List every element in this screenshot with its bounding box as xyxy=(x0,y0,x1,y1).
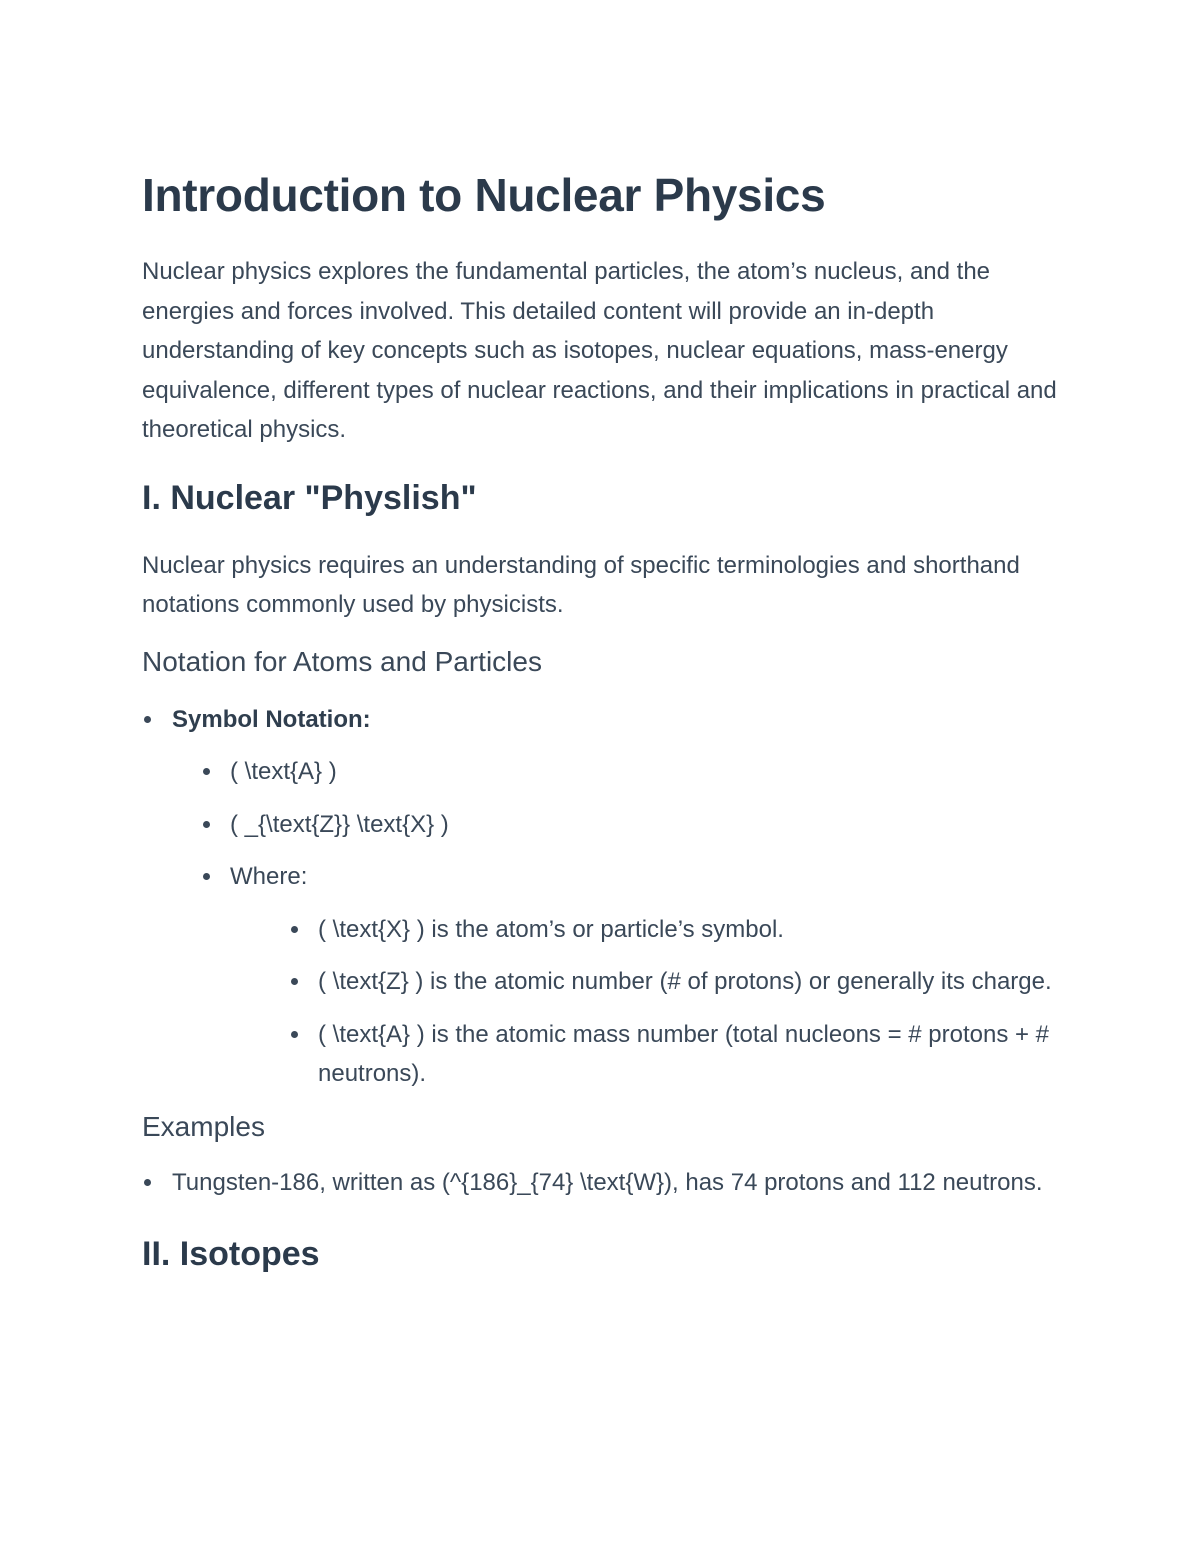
definition-text: ( \text{A} ) is the atomic mass number (total nucleons = # protons + # neutrons). xyxy=(318,1020,1050,1087)
examples-list xyxy=(142,1163,1062,1203)
list-item-definition-a xyxy=(230,1015,1062,1094)
list-item-example-tungsten xyxy=(142,1163,1062,1203)
section-2-heading: II. Isotopes xyxy=(142,1235,320,1273)
bullet-icon xyxy=(203,821,210,828)
example-text: Tungsten-186, written as (^{186}_{74} \text{W}), has 74 protons and 112 neutrons. xyxy=(172,1168,1043,1196)
bullet-icon xyxy=(203,873,210,880)
bullet-icon xyxy=(291,926,298,933)
bullet-icon xyxy=(291,978,298,985)
list-item-symbol-notation xyxy=(142,700,1062,1094)
list-item-definition-z xyxy=(230,962,1062,1002)
list-item-where xyxy=(172,857,1062,1094)
page-title: Introduction to Nuclear Physics xyxy=(142,169,826,221)
examples-heading: Examples xyxy=(142,1110,265,1142)
definition-text: ( \text{Z} ) is the atomic number (# of protons) or generally its charge. xyxy=(318,968,1052,995)
form-text: ( _{\text{Z}} \text{X} ) xyxy=(230,810,449,838)
list-item-form-1 xyxy=(172,752,1062,792)
definitions-list xyxy=(230,910,1062,1094)
bullet-icon xyxy=(144,1179,151,1186)
notation-heading: Notation for Atoms and Particles xyxy=(142,645,542,677)
bullet-icon xyxy=(203,768,210,775)
notation-list xyxy=(142,700,1062,1094)
definition-text: ( \text{X} ) is the atom’s or particle’s symbol. xyxy=(318,915,784,943)
intro-paragraph: Nuclear physics explores the fundamental particles, the atom’s nucleus, and the energies and forces involved. This detailed content will provide an in-depth understanding of key concepts such as isotopes, nuclear equations, mass-energy equivalence, different types of nuclear reactions, and their implications in practical and theoretical physics. xyxy=(142,258,1057,443)
where-label: Where: xyxy=(230,863,308,890)
bullet-icon xyxy=(291,1031,298,1038)
list-item-form-2 xyxy=(172,805,1062,845)
list-item-definition-x xyxy=(230,910,1062,950)
document-page xyxy=(142,168,1062,1276)
bullet-icon xyxy=(144,716,151,723)
symbol-notation-label: Symbol Notation: xyxy=(172,705,371,733)
section-1-paragraph: Nuclear physics requires an understanding of specific terminologies and shorthand notations commonly used by physicists. xyxy=(142,551,1020,618)
symbol-notation-sublist xyxy=(172,752,1062,1094)
section-1-heading: I. Nuclear "Physlish" xyxy=(142,478,477,517)
form-text: ( \text{A} ) xyxy=(230,758,337,785)
